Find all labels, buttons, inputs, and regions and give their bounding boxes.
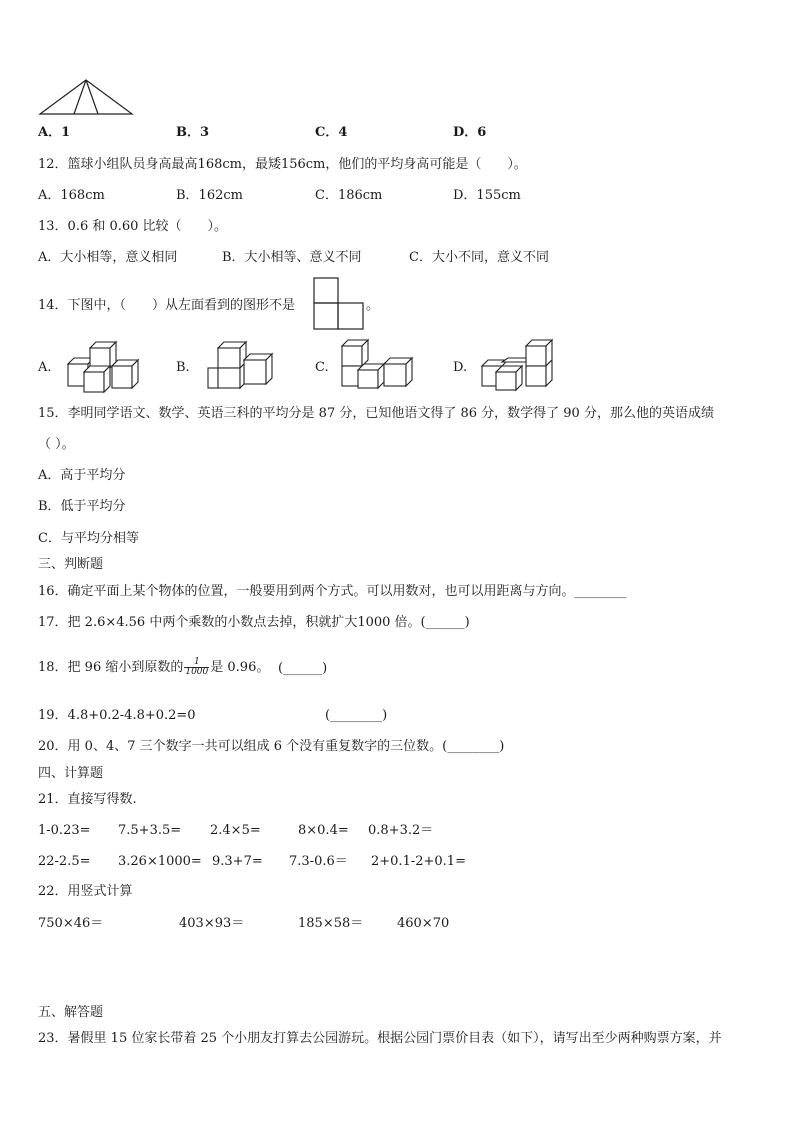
q21-item[interactable]: 22-2.5= [38, 854, 91, 869]
q18-fraction [184, 658, 209, 677]
triangle-figure [38, 78, 138, 118]
q11-option-d[interactable]: D．6 [453, 125, 487, 140]
q21-item[interactable]: 2.4×5= [210, 823, 261, 838]
q22-item[interactable]: 185×58＝ [298, 916, 364, 931]
q12-text: 12．篮球小组队员身高最高168cm，最矮156cm，他们的平均身高可能是（ ）。 [38, 157, 527, 172]
q14-cubes-d [480, 336, 556, 392]
q13-option-a[interactable]: A．大小相等，意义相同 [38, 250, 178, 265]
q14-option-d[interactable]: D. [453, 360, 468, 375]
q14-text: 14．下图中，（ ）从左面看到的图形不是 [38, 298, 296, 313]
q11-option-c[interactable]: C．4 [315, 125, 348, 140]
q14-text-end: 。 [366, 298, 380, 313]
q14-cubes-b [206, 340, 276, 392]
q12-option-b[interactable]: B．162cm [176, 188, 243, 203]
q21-item[interactable]: 9.3+7= [212, 854, 263, 869]
q13-option-b[interactable]: B．大小相等、意义不同 [222, 250, 362, 265]
q22-item[interactable]: 750×46＝ [38, 916, 104, 931]
q17-text: 17．把 2.6×4.56 中两个乘数的小数点去掉，积就扩大1000 倍。(______) [38, 615, 470, 630]
q21-item[interactable]: 2+0.1-2+0.1= [371, 854, 466, 869]
q22-item[interactable]: 403×93＝ [179, 916, 245, 931]
q11-option-a[interactable]: A．1 [38, 125, 71, 140]
q14-option-b[interactable]: B. [176, 360, 190, 375]
q14-reference-shape [313, 277, 365, 331]
q19-text: 19．4.8+0.2-4.8+0.2=0 [38, 708, 196, 723]
q15-option-a[interactable]: A．高于平均分 [38, 468, 126, 483]
q11-option-b[interactable]: B．3 [176, 125, 210, 140]
q18-text [38, 658, 269, 678]
q14-option-a[interactable]: A. [38, 360, 52, 375]
q13-text: 13．0.6 和 0.60 比较（ ）。 [38, 219, 228, 234]
q23-text: 23．暑假里 15 位家长带着 25 个小朋友打算去公园游玩。根据公园门票价目表（如下），请写出至少两种购票方案，并 [38, 1031, 722, 1046]
q18-text-after: 是 0.96。 [210, 660, 270, 675]
q14-cubes-c [340, 336, 414, 392]
q21-item[interactable]: 8×0.4= [298, 823, 349, 838]
q21-item[interactable]: 7.5+3.5= [118, 823, 182, 838]
q13-option-c[interactable]: C．大小不同，意义不同 [409, 250, 549, 265]
q12-option-c[interactable]: C．186cm [315, 188, 383, 203]
q14-cubes-a [66, 336, 142, 394]
section-5-heading: 五、解答题 [38, 1005, 104, 1020]
q21-item[interactable]: 7.3-0.6＝ [289, 854, 348, 869]
q15-text-line1: 15．李明同学语文、数学、英语三科的平均分是 87 分，已知他语文得了 86 分，数学得了 90 分，那么他的英语成绩 [38, 406, 714, 421]
q22-item[interactable]: 460×70 [397, 916, 450, 931]
q21-item[interactable]: 3.26×1000= [118, 854, 202, 869]
q22-title: 22．用竖式计算 [38, 884, 133, 899]
section-3-heading: 三、判断题 [38, 557, 104, 572]
q12-option-a[interactable]: A．168cm [38, 188, 105, 203]
q19-answer-blank[interactable]: (________) [325, 708, 388, 723]
q15-option-b[interactable]: B．低于平均分 [38, 499, 126, 514]
q18-fraction-numerator: 1 [184, 658, 209, 668]
q21-item[interactable]: 1-0.23= [38, 823, 91, 838]
q14-option-c[interactable]: C. [315, 360, 329, 375]
q18-fraction-denominator: 1000 [185, 667, 209, 677]
q18-text-before: 18．把 96 缩小到原数的 [38, 660, 184, 675]
q16-text: 16．确定平面上某个物体的位置，一般要用到两个方式。可以用数对，也可以用距离与方向。________ [38, 584, 627, 599]
q15-text-line2: （ ）。 [38, 437, 75, 452]
q18-answer-blank[interactable]: (______) [278, 661, 328, 676]
q12-option-d[interactable]: D．155cm [453, 188, 521, 203]
q21-title: 21．直接写得数. [38, 792, 137, 807]
q20-text: 20．用 0、4、7 三个数字一共可以组成 6 个没有重复数字的三位数。(________) [38, 739, 505, 754]
q15-option-c[interactable]: C．与平均分相等 [38, 531, 139, 546]
section-4-heading: 四、计算题 [38, 766, 104, 781]
q21-item[interactable]: 0.8+3.2＝ [368, 823, 434, 838]
